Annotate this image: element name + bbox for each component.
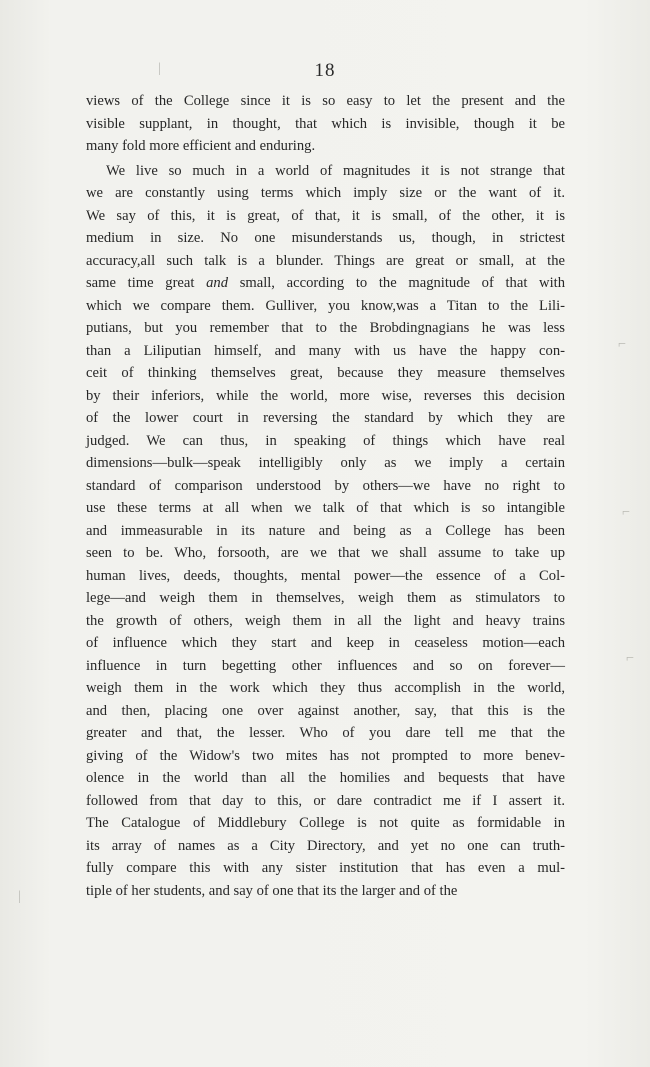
margin-mark: ⌐ [618, 337, 626, 352]
margin-mark: | [158, 61, 161, 76]
emphasized-word: and [206, 275, 229, 291]
text-line: giving of the Widow's two mites has not prompted to more benev- [86, 747, 565, 764]
text-line: of influence which they start and keep in ceaseless motion—each [86, 635, 565, 651]
paragraph [86, 160, 565, 903]
text-line: many fold more efficient and enduring. [86, 138, 316, 154]
text-line: ceit of thinking themselves great, because they measure themselves [86, 365, 565, 381]
text-line: judged. We can thus, in speaking of things which have real [86, 432, 565, 449]
text-line: accuracy,all such talk is a blunder. Things are great or small, at the [86, 252, 565, 269]
text-line: putians, but you remember that to the Brobdingnagians he was less [86, 320, 565, 336]
text-line: visible supplant, in thought, that which is invisible, though it be [86, 115, 565, 132]
text-line: we are constantly using terms which imply size or the want of it. [86, 185, 565, 201]
text-line: human lives, deeds, thoughts, mental power—the essence of a Col- [86, 567, 565, 584]
text-line: lege—and weigh them in themselves, weigh them as stimulators to [86, 590, 565, 606]
margin-mark: ⌐ [626, 651, 634, 666]
text-line: medium in size. No one misunderstands us, though, in strictest [86, 230, 565, 246]
text-line: the growth of others, weigh them in all the light and heavy trains [86, 612, 565, 629]
text-line: and immeasurable in its nature and being as a College has been [86, 522, 565, 539]
text-line: The Catalogue of Middlebury College is not quite as formidable in [86, 815, 565, 831]
text-line: weigh them in the work which they thus accomplish in the world, [86, 680, 565, 696]
text-line: influence in turn begetting other influences and so on forever— [86, 657, 565, 674]
text-line: which we compare them. Gulliver, you know,was a Titan to the Lili- [86, 297, 565, 314]
text-line: dimensions—bulk—speak intelligibly only as we imply a certain [86, 455, 565, 471]
text-line: of the lower court in reversing the standard by which they are [86, 410, 565, 426]
text-line: fully compare this with any sister institution that has even a mul- [86, 860, 565, 876]
text-line: same time great and small, according to the magnitude of that with [86, 275, 565, 291]
body-text [86, 90, 565, 902]
margin-mark: ⌐ [622, 505, 630, 520]
text-line: seen to be. Who, forsooth, are we that we shall assume to take up [86, 545, 565, 561]
text-line: tiple of her students, and say of one that its the larger and of the [86, 882, 458, 899]
text-line: by their inferiors, while the world, more wise, reverses this decision [86, 387, 565, 404]
page-number: 18 [314, 60, 336, 81]
text-line: standard of comparison understood by others—we have no right to [86, 477, 565, 494]
text-line: its array of names as a City Directory, and yet no one can truth- [86, 837, 565, 854]
text-line: greater and that, the lesser. Who of you dare tell me that the [86, 725, 565, 741]
text-line: and then, placing one over against another, say, that this is the [86, 702, 565, 719]
text-line: We say of this, it is great, of that, it is small, of the other, it is [86, 207, 565, 224]
text-line: use these terms at all when we talk of that which is so intangible [86, 500, 565, 516]
text-line: views of the College since it is so easy to let the present and the [86, 93, 565, 109]
paragraph [86, 90, 565, 158]
text-line: We live so much in a world of magnitudes it is not strange that [106, 162, 565, 179]
margin-mark: | [18, 889, 21, 904]
text-line: followed from that day to this, or dare contradict me if I assert it. [86, 792, 565, 809]
text-line: olence in the world than all the homilies and bequests that have [86, 770, 565, 786]
text-line: than a Liliputian himself, and many with us have the happy con- [86, 342, 565, 359]
